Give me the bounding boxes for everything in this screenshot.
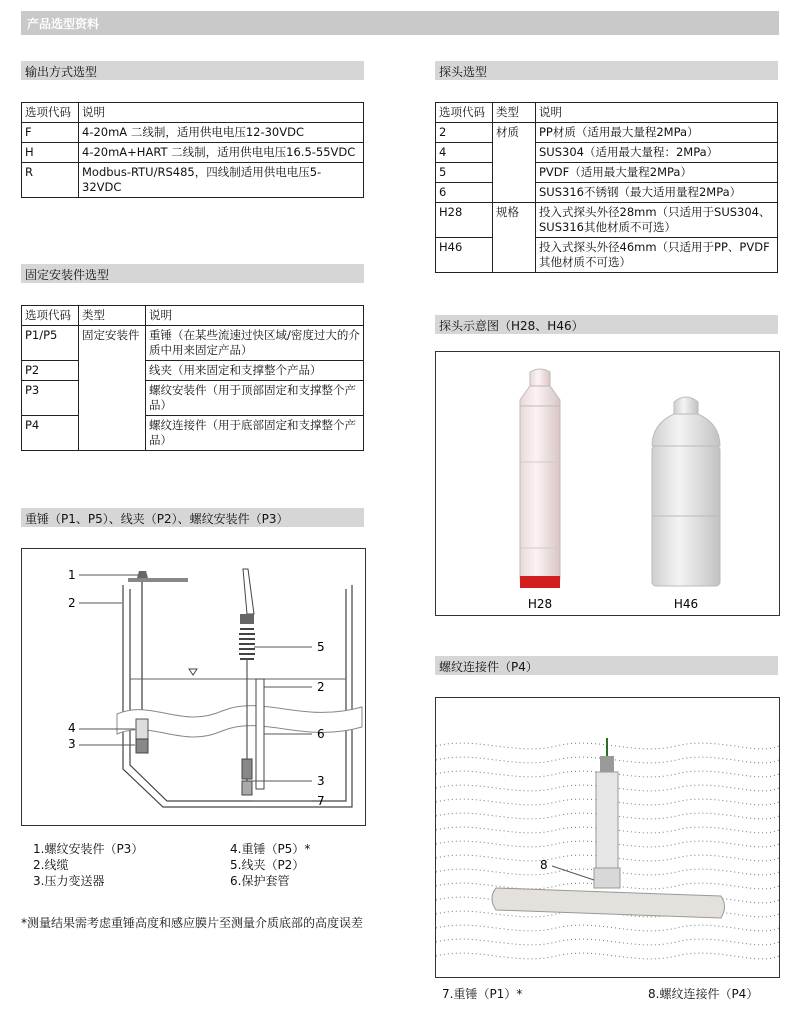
header-cell: 类型 [79, 306, 146, 326]
table-cell: 投入式探头外径46mm（只适用于PP、PVDF其他材质不可选） [536, 238, 778, 273]
table-row [22, 416, 364, 451]
legend-item: 2.线缆 [33, 858, 69, 872]
probe-diagram [436, 352, 779, 615]
table-header-row [436, 103, 778, 123]
table-cell-type: 固定安装件 [79, 326, 146, 451]
probe-diagram-panel [435, 351, 780, 616]
fixture-table [21, 305, 364, 451]
table-cell: PP材质（适用最大量程2MPa） [536, 123, 778, 143]
transmitter-right [242, 759, 252, 779]
table-row [436, 123, 778, 143]
table-cell: 螺纹安装件（用于顶部固定和支撑整个产品） [146, 381, 364, 416]
probe-h46-icon [652, 397, 720, 586]
section-title: 输出方式选型 [25, 65, 98, 79]
thread-diagram [436, 698, 779, 977]
table-cell: P2 [22, 361, 79, 381]
table-cell: PVDF（适用最大量程2MPa） [536, 163, 778, 183]
section-title: 固定安装件选型 [25, 268, 110, 282]
table-cell: P1/P5 [22, 326, 79, 361]
probe-table [435, 102, 778, 273]
legend-item: 4.重锤（P5）* [230, 842, 311, 856]
probe-label: H28 [527, 597, 553, 611]
callout-number: 7 [317, 794, 325, 808]
thread-probe-icon [594, 738, 620, 888]
legend-item: 6.保护套管 [230, 874, 290, 888]
install-diagram-panel [21, 548, 366, 826]
clamp-icon [243, 569, 254, 614]
callout-number: 8 [540, 858, 548, 872]
callout-number: 4 [68, 721, 76, 735]
table-cell: 4 [436, 143, 493, 163]
table-cell: P4 [22, 416, 79, 451]
table-row [22, 381, 364, 416]
header-cell: 说明 [79, 103, 364, 123]
header-cell: 选项代码 [22, 306, 79, 326]
table-cell: H46 [436, 238, 493, 273]
table-cell: R [22, 163, 79, 198]
table-cell: SUS304（适用最大量程：2MPa） [536, 143, 778, 163]
table-header-row [22, 103, 364, 123]
weight-right [242, 781, 252, 795]
callout-number: 3 [317, 774, 325, 788]
install-legend-left [33, 841, 223, 889]
callout-number: 5 [317, 640, 325, 654]
table-cell: 线夹（用来固定和支撑整个产品） [146, 361, 364, 381]
transmitter-icon [136, 739, 148, 753]
table-cell: F [22, 123, 79, 143]
section-title: 重锤（P1、P5）、线夹（P2）、螺纹安装件（P3） [25, 512, 289, 526]
table-row [436, 203, 778, 238]
header-cell: 说明 [146, 306, 364, 326]
table-cell-type: 规格 [493, 203, 536, 273]
callout-number: 6 [317, 727, 325, 741]
table-cell-type: 材质 [493, 123, 536, 203]
install-legend-right [230, 841, 364, 889]
section-fixture-header [21, 264, 364, 283]
page-title: 产品选型资料 [27, 17, 100, 31]
table-row [436, 238, 778, 273]
table-cell: 5 [436, 163, 493, 183]
thread-diagram-panel [435, 697, 780, 978]
legend-item: 3.压力变送器 [33, 874, 105, 888]
section-thread-header [435, 656, 778, 675]
probe-h28-icon [520, 369, 560, 588]
callout-number: 3 [68, 737, 76, 751]
table-cell: 4-20mA 二线制，适用供电电压12-30VDC [79, 123, 364, 143]
install-diagram [22, 549, 365, 825]
table-cell: SUS316不锈钢（最大适用量程2MPa） [536, 183, 778, 203]
section-probe-header [435, 61, 778, 80]
table-cell: 4-20mA+HART 二线制，适用供电电压16.5-55VDC [79, 143, 364, 163]
table-header-row [22, 306, 364, 326]
callout-number: 2 [68, 596, 76, 610]
thread-mount-icon [137, 571, 148, 578]
probe-label: H46 [673, 597, 699, 611]
table-cell: H28 [436, 203, 493, 238]
header-cell: 类型 [493, 103, 536, 123]
table-cell: 重锤（在某些流速过快区域/密度过大的介质中用来固定产品） [146, 326, 364, 361]
thread-caption-left: 7.重锤（P1）* [442, 987, 523, 1001]
section-title: 螺纹连接件（P4） [439, 660, 538, 674]
table-row [22, 326, 364, 361]
table-row [436, 183, 778, 203]
table-row [436, 163, 778, 183]
wave-break [117, 706, 362, 737]
install-note: *测量结果需考虑重锤高度和感应膜片至测量介质底部的高度误差 [21, 916, 364, 930]
output-table [21, 102, 364, 198]
legend-item: 5.线夹（P2） [230, 858, 305, 872]
section-title: 探头选型 [439, 65, 488, 79]
header-cell: 选项代码 [22, 103, 79, 123]
table-row [22, 361, 364, 381]
section-title: 探头示意图（H28、H46） [439, 319, 584, 333]
table-cell: 投入式探头外径28mm（只适用于SUS304、SUS316其他材质不可选） [536, 203, 778, 238]
legend-item: 1.螺纹安装件（P3） [33, 842, 144, 856]
table-cell: 2 [436, 123, 493, 143]
table-row [22, 163, 364, 198]
table-row [436, 143, 778, 163]
callout-number: 2 [317, 680, 325, 694]
header-cell: 说明 [536, 103, 778, 123]
table-cell: 螺纹连接件（用于底部固定和支撑整个产品） [146, 416, 364, 451]
table-cell: 6 [436, 183, 493, 203]
weight-icon [136, 719, 148, 739]
section-output-header [21, 61, 364, 80]
leader-line [552, 866, 594, 880]
table-row [22, 123, 364, 143]
clamp-spring [239, 629, 255, 659]
weight-bar-icon [492, 888, 725, 918]
callout-number: 1 [68, 568, 76, 582]
header-cell: 选项代码 [436, 103, 493, 123]
table-cell: Modbus-RTU/RS485，四线制适用供电电压5-32VDC [79, 163, 364, 198]
protective-tube [256, 679, 264, 789]
top-header-bar [21, 11, 779, 35]
section-install-header [21, 508, 364, 527]
section-probe-diagram-header [435, 315, 778, 334]
clamp-head [240, 614, 254, 624]
mount-bracket [128, 578, 188, 582]
table-row [22, 143, 364, 163]
tank-inner-wall [130, 589, 346, 801]
table-cell: H [22, 143, 79, 163]
thread-caption-right: 8.螺纹连接件（P4） [648, 987, 759, 1001]
water-level-icon [189, 669, 197, 675]
table-cell: P3 [22, 381, 79, 416]
